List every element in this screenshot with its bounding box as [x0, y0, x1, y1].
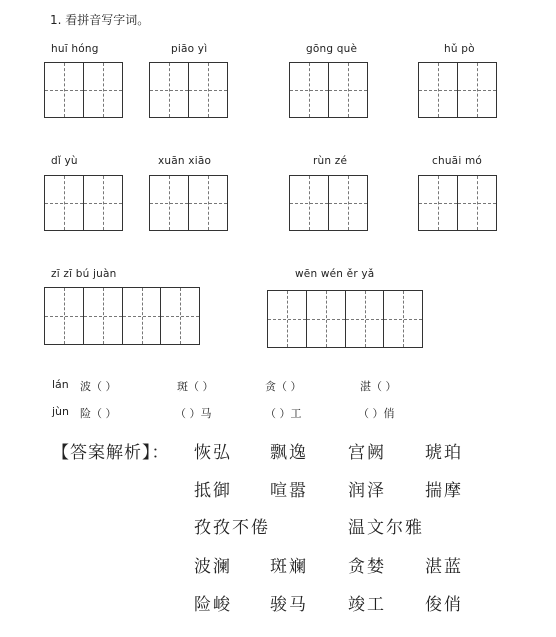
- writing-grid[interactable]: [289, 175, 368, 231]
- fill-item[interactable]: 波（ ）: [80, 380, 117, 393]
- writing-grid[interactable]: [267, 290, 423, 348]
- answer-word: 险峻: [194, 595, 232, 615]
- grid-cell[interactable]: [188, 62, 228, 118]
- writing-grid[interactable]: [418, 175, 497, 231]
- answer-word: 宫阙: [348, 443, 386, 463]
- fill-item[interactable]: 斑（ ）: [177, 380, 214, 393]
- grid-cell[interactable]: [149, 62, 189, 118]
- fill-item[interactable]: 贪（ ）: [265, 380, 302, 393]
- grid-cell[interactable]: [160, 287, 200, 345]
- pinyin-label: xuān xiāo: [158, 155, 212, 167]
- writing-grid[interactable]: [44, 62, 123, 118]
- grid-cell[interactable]: [457, 62, 497, 118]
- pinyin-label: piāo yì: [171, 43, 208, 55]
- writing-grid[interactable]: [44, 175, 123, 231]
- pinyin-label: rùn zé: [313, 155, 348, 167]
- answer-word: 飘逸: [270, 443, 308, 463]
- grid-cell[interactable]: [289, 175, 329, 231]
- writing-grid[interactable]: [149, 175, 228, 231]
- grid-cell[interactable]: [83, 62, 123, 118]
- answer-word: 俊俏: [425, 595, 463, 615]
- fill-item[interactable]: （ ）马: [175, 407, 212, 420]
- answer-word: 竣工: [348, 595, 386, 615]
- answer-word: 湛蓝: [425, 557, 463, 577]
- pinyin-label: hǔ pò: [444, 43, 475, 55]
- pinyin-label: dǐ yù: [51, 155, 78, 167]
- grid-cell[interactable]: [83, 287, 123, 345]
- answer-title: 【答案解析】：: [52, 443, 170, 463]
- grid-cell[interactable]: [418, 175, 458, 231]
- fill-label: lán: [52, 378, 69, 391]
- grid-cell[interactable]: [418, 62, 458, 118]
- answer-word: 喧嚣: [270, 481, 308, 501]
- grid-cell[interactable]: [383, 290, 423, 348]
- question-title: 1. 看拼音写字词。: [50, 13, 150, 27]
- grid-cell[interactable]: [44, 175, 84, 231]
- pinyin-label: wēn wén ěr yǎ: [295, 268, 375, 280]
- answer-word: 贪婪: [348, 557, 386, 577]
- answer-word: 抵御: [194, 481, 232, 501]
- grid-cell[interactable]: [83, 175, 123, 231]
- answer-word: 斑斓: [270, 557, 308, 577]
- pinyin-label: gōng què: [306, 43, 358, 55]
- pinyin-label: chuāi mó: [432, 155, 483, 167]
- answer-word: 孜孜不倦: [194, 518, 270, 538]
- grid-cell[interactable]: [306, 290, 346, 348]
- grid-cell[interactable]: [149, 175, 189, 231]
- pinyin-label: zī zī bú juàn: [51, 268, 117, 280]
- answer-word: 骏马: [270, 595, 308, 615]
- grid-cell[interactable]: [328, 175, 368, 231]
- answer-word: 温文尔雅: [348, 518, 424, 538]
- fill-label: jùn: [52, 405, 69, 418]
- grid-cell[interactable]: [345, 290, 385, 348]
- grid-cell[interactable]: [44, 287, 84, 345]
- writing-grid[interactable]: [44, 287, 200, 345]
- answer-word: 琥珀: [425, 443, 463, 463]
- grid-cell[interactable]: [457, 175, 497, 231]
- writing-grid[interactable]: [289, 62, 368, 118]
- fill-item[interactable]: （ ）工: [265, 407, 302, 420]
- answer-word: 恢弘: [194, 443, 232, 463]
- fill-item[interactable]: （ ）俏: [358, 407, 395, 420]
- grid-cell[interactable]: [44, 62, 84, 118]
- pinyin-label: huī hóng: [51, 43, 99, 55]
- writing-grid[interactable]: [149, 62, 228, 118]
- grid-cell[interactable]: [267, 290, 307, 348]
- answer-word: 润泽: [348, 481, 386, 501]
- grid-cell[interactable]: [122, 287, 162, 345]
- fill-item[interactable]: 湛（ ）: [360, 380, 397, 393]
- answer-word: 揣摩: [425, 481, 463, 501]
- answer-word: 波澜: [194, 557, 232, 577]
- fill-item[interactable]: 险（ ）: [80, 407, 117, 420]
- grid-cell[interactable]: [289, 62, 329, 118]
- writing-grid[interactable]: [418, 62, 497, 118]
- grid-cell[interactable]: [328, 62, 368, 118]
- grid-cell[interactable]: [188, 175, 228, 231]
